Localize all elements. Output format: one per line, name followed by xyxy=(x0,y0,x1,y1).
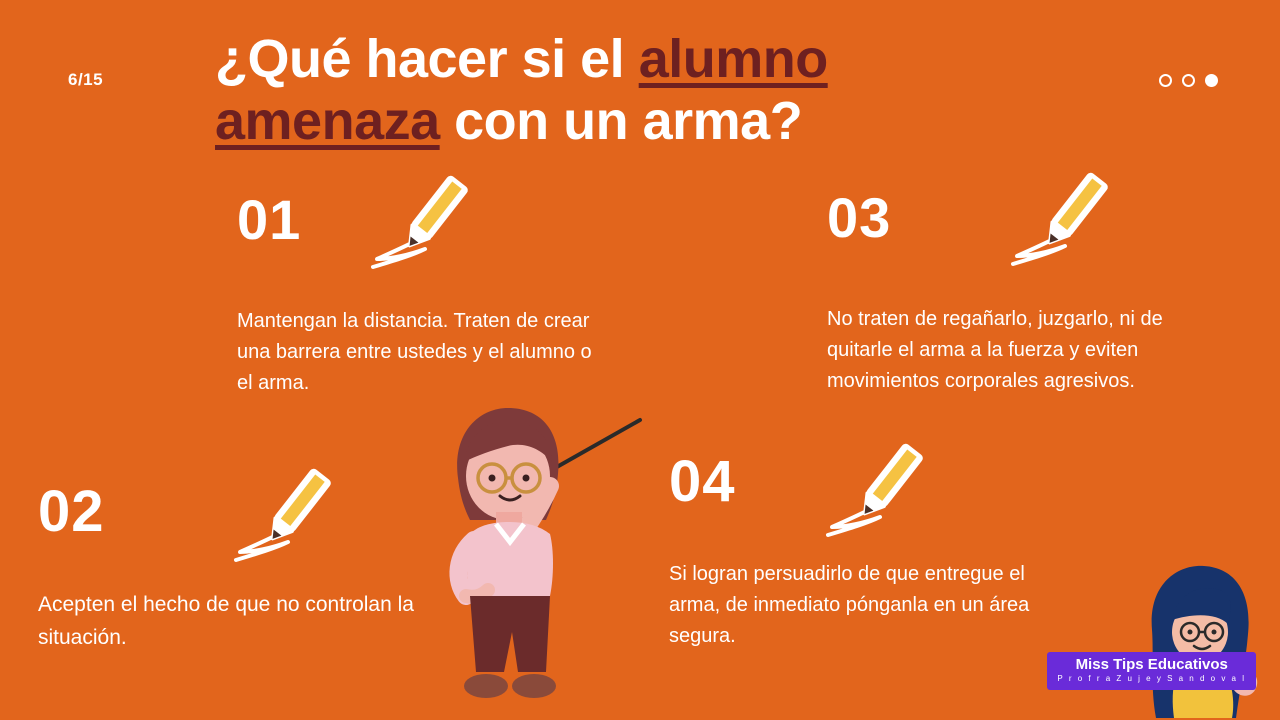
brand-logo xyxy=(1057,550,1274,720)
list-item xyxy=(669,449,1049,652)
dot-1-icon[interactable] xyxy=(1159,74,1172,87)
item-number: 01 xyxy=(237,188,302,251)
page-title xyxy=(215,28,1075,152)
item-number: 02 xyxy=(38,479,105,544)
item-number: 03 xyxy=(827,186,892,249)
title-part-1: ¿Qué hacer si el xyxy=(215,29,639,89)
item-text: Mantengan la distancia. Traten de crear una barrera entre ustedes y el alumno o el arma. xyxy=(237,310,592,394)
brand-badge xyxy=(1047,652,1256,690)
title-part-3: con un arma? xyxy=(439,91,803,152)
list-item xyxy=(237,188,597,399)
dot-3-icon[interactable] xyxy=(1205,74,1218,87)
brand-subtitle: P r o f r a Z u j e y S a n d o v a l xyxy=(1057,673,1246,683)
item-text: Acepten el hecho de que no controlan la situación. xyxy=(38,593,414,649)
brand-name: Miss Tips Educativos xyxy=(1075,655,1228,673)
item-text: Si logran persuadirlo de que entregue el arma, de inmediato pónganla en un área segura. xyxy=(669,563,1030,647)
title-highlight-alumno: alumno xyxy=(638,29,828,89)
list-item xyxy=(827,186,1227,397)
author-avatar-icon xyxy=(1120,560,1270,720)
page-counter: 6/15 xyxy=(68,70,104,89)
title-highlight-amenaza: amenaza xyxy=(215,91,440,152)
list-item xyxy=(38,479,438,654)
progress-dots xyxy=(1159,74,1218,87)
teacher-illustration xyxy=(400,400,660,720)
dot-2-icon[interactable] xyxy=(1182,74,1195,87)
item-text: No traten de regañarlo, juzgarlo, ni de quitarle el arma a la fuerza y eviten movimientos corporales agresivos. xyxy=(827,308,1163,392)
item-number: 04 xyxy=(669,449,736,514)
